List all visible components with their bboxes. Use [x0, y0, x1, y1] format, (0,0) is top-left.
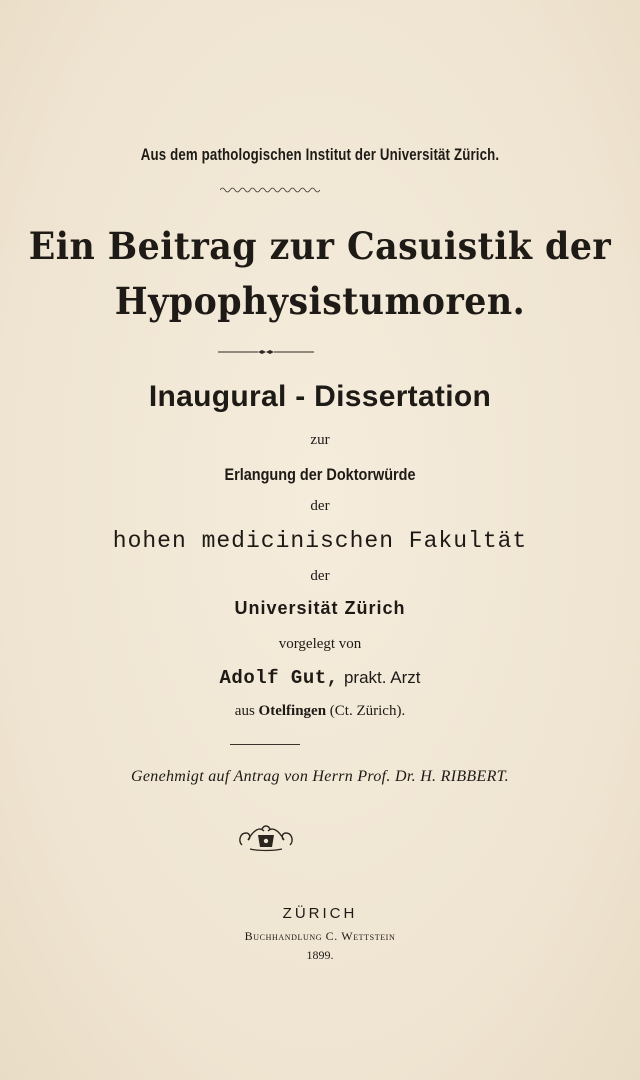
word-der-1: der [310, 498, 330, 514]
origin-place: Otelfingen [258, 703, 327, 719]
title-line-2: Hypophysistumoren. [114, 279, 526, 323]
approval-line: Genehmigt auf Antrag von Herrn Prof. Dr. H. RIBBERT. [131, 768, 509, 785]
title-line-1: Ein Beitrag zur Casuistik der [28, 224, 612, 268]
purpose-line: Erlangung der Doktorwürde [224, 465, 416, 484]
origin-prefix: aus [234, 703, 255, 719]
origin-suffix: (Ct. Zürich). [329, 703, 406, 719]
submitted-by-line: vorgelegt von [278, 636, 362, 652]
word-der-2: der [310, 568, 330, 584]
author-line [0, 667, 640, 689]
dissertation-heading: Inaugural - Dissertation [148, 380, 492, 413]
imprint-publisher: Buchhandlung C. Wettstein [244, 929, 396, 943]
faculty-line: hohen medicinischen Fakultät [112, 528, 528, 554]
institute-line: Aus dem pathologischen Institut der Universität Zürich. [140, 145, 500, 164]
imprint-year: 1899. [306, 948, 334, 962]
word-zur: zur [310, 432, 330, 448]
imprint-city: ZÜRICH [282, 905, 358, 922]
fleuron-rule-icon [218, 349, 314, 355]
printer-vignette-icon [236, 823, 296, 853]
author-title: prakt. Arzt [343, 668, 421, 687]
university-line: Universität Zürich [234, 598, 406, 618]
wavy-ornament-icon [220, 186, 320, 194]
origin-line [0, 703, 640, 720]
divider-rule [230, 744, 300, 745]
author-name: Adolf Gut, [219, 667, 339, 689]
